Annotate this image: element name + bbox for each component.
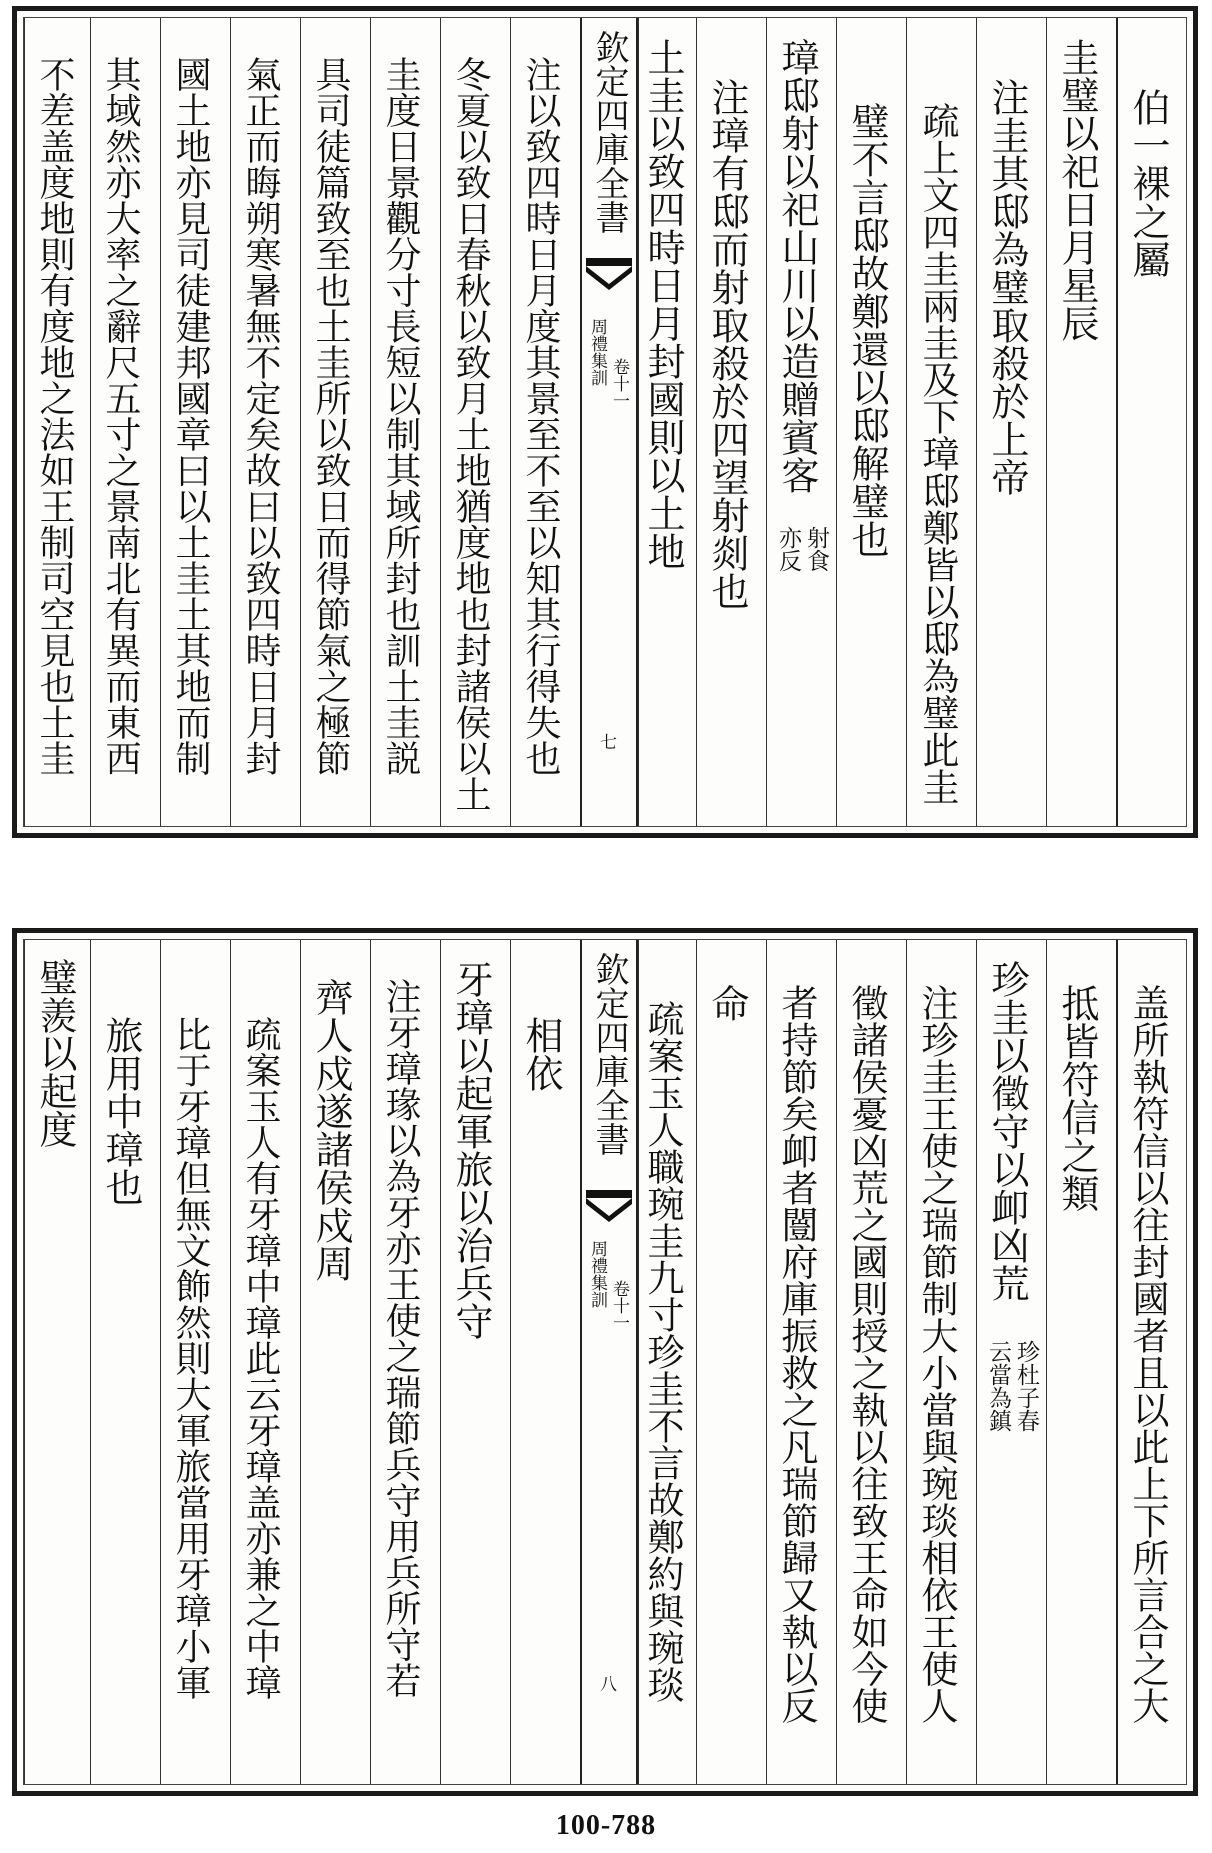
annotation-note: 射食 <box>803 526 829 572</box>
gutter-volume: 卷十一 <box>609 1280 629 1331</box>
text-column <box>300 18 370 826</box>
column-text: 氣正而晦朔寒暑無不定矣故曰以致四時日月封 <box>240 56 281 776</box>
text-column <box>370 18 440 826</box>
column-text: 旅用中璋也 <box>99 1016 143 1206</box>
column-text: 疏上文四圭兩圭及下璋邸鄭皆以邸為璧此圭 <box>916 102 959 805</box>
gutter-folio: 七 <box>600 733 617 753</box>
text-column <box>24 18 90 826</box>
column-text: 牙璋以起軍旅以治兵守 <box>449 960 493 1340</box>
text-column <box>510 940 580 1784</box>
annotation-note: 珍杜子春 <box>1013 1340 1039 1432</box>
column-text: 相依 <box>519 1016 563 1092</box>
page-gutter <box>580 940 638 1784</box>
column-text: 注璋有邸而射取殺於四望射剡也 <box>705 78 749 610</box>
text-column <box>766 940 836 1784</box>
text-column <box>976 940 1046 1784</box>
column-text: 其域然亦大率之辭尺五寸之景南北有異而東西 <box>100 56 141 776</box>
fish-tail-mark <box>586 258 632 294</box>
text-column <box>370 940 440 1784</box>
column-text: 國土地亦見司徒建邦國章曰以土圭土其地而制 <box>170 56 211 776</box>
column-text: 命 <box>705 984 749 1022</box>
annotation-note: 亦反 <box>775 526 801 572</box>
column-text: 疏案玉人有牙璋中璋此云牙璋盖亦兼之中璋 <box>240 1016 281 1700</box>
gutter-volume: 卷十一 <box>609 358 629 409</box>
column-text: 徵諸侯憂凶荒之國則授之執以往致王命如今使 <box>845 984 888 1724</box>
column-text: 圭璧以祀日月星辰 <box>1055 38 1099 342</box>
bottom-page-frame <box>23 939 1187 1785</box>
column-text: 者持節矣卹者闓府庫振救之凡瑞節歸又執以反 <box>775 984 818 1724</box>
text-column <box>230 940 300 1784</box>
gutter-book-title: 周禮集訓 <box>587 318 607 386</box>
fish-tail-mark <box>586 1190 632 1226</box>
page-gutter <box>580 18 638 826</box>
gutter-book-title: 周禮集訓 <box>587 1240 607 1308</box>
text-column <box>230 18 300 826</box>
text-column <box>906 18 976 826</box>
column-text: 土圭以致四時日月封國則以土地 <box>641 38 685 570</box>
text-column <box>1116 18 1186 826</box>
text-column <box>976 18 1046 826</box>
column-text: 注珍圭王使之瑞節制大小當與琬琰相依王使人 <box>915 984 958 1724</box>
text-column <box>836 18 906 826</box>
text-column <box>1046 940 1116 1784</box>
text-column <box>24 940 90 1784</box>
top-page-frame <box>23 17 1187 827</box>
bottom-page-panel <box>12 928 1198 1796</box>
text-column <box>638 940 696 1784</box>
column-text: 冬夏以致日春秋以致月土地猶度地也封諸侯以土 <box>450 56 491 812</box>
column-text: 圭度日景觀分寸長短以制其域所封也訓土圭説 <box>380 56 421 776</box>
text-column <box>440 18 510 826</box>
text-column <box>1046 18 1116 826</box>
text-column <box>160 18 230 826</box>
text-column <box>638 18 696 826</box>
text-column <box>906 940 976 1784</box>
column-text: 注牙璋瑑以為牙亦王使之瑞節兵守用兵所守若 <box>380 978 421 1698</box>
text-column <box>440 940 510 1784</box>
column-text: 疏案玉人職琬圭九寸珍圭不言故鄭約與琬琰 <box>641 1000 684 1703</box>
gutter-title: 欽定四庫全書 <box>589 952 629 1156</box>
column-text: 比于牙璋但無文飾然則大軍旅當用牙璋小軍 <box>170 1016 211 1700</box>
text-column <box>90 940 160 1784</box>
column-text: 璧不言邸故鄭還以邸解璧也 <box>845 102 889 558</box>
text-column <box>160 940 230 1784</box>
column-text: 注圭其邸為璧取殺於上帝 <box>985 78 1029 496</box>
page-number: 100-788 <box>555 1810 657 1841</box>
column-text: 璧羨以起度 <box>33 958 77 1148</box>
column-text: 具司徒篇致至也土圭所以致日而得節氣之極節 <box>310 56 351 776</box>
text-column <box>1116 940 1186 1784</box>
gutter-title: 欽定四庫全書 <box>589 30 629 234</box>
column-text: 齊人戍遂諸侯戍周 <box>309 978 353 1282</box>
text-column <box>836 940 906 1784</box>
gutter-folio: 八 <box>600 1675 617 1695</box>
text-column <box>300 940 370 1784</box>
column-text: 注以致四時日月度其景至不至以知其行得失也 <box>520 56 561 776</box>
column-text: 抵皆符信之類 <box>1055 984 1099 1212</box>
top-page-panel <box>12 6 1198 838</box>
text-column <box>696 940 766 1784</box>
text-column <box>766 18 836 826</box>
text-column <box>510 18 580 826</box>
annotation-note: 云當為鎮 <box>985 1340 1011 1432</box>
text-column <box>90 18 160 826</box>
column-text: 伯一裸之屬 <box>1126 88 1170 278</box>
text-column <box>696 18 766 826</box>
column-text: 珍圭以徵守以卹凶荒 <box>985 960 1029 1302</box>
column-text: 璋邸射以祀山川以造贈賓客 <box>775 38 819 494</box>
column-text: 盖所執符信以往封國者且以此上下所言合之大 <box>1126 984 1169 1724</box>
column-text: 不差盖度地則有度地之法如王制司空見也土圭 <box>34 56 75 776</box>
